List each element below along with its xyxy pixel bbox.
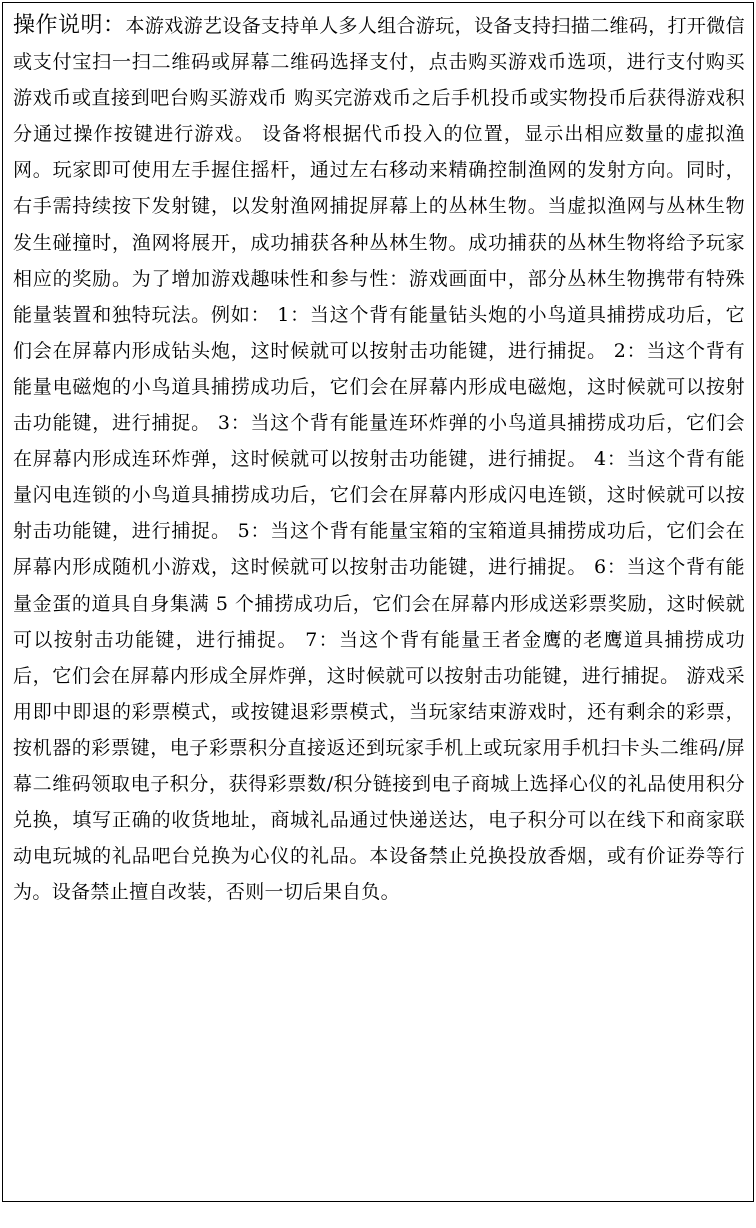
instructions-box	[2, 2, 754, 1202]
instructions-paragraph	[3, 3, 753, 910]
instructions-heading: 操作说明：	[13, 13, 126, 38]
instructions-body: 本游戏游艺设备支持单人多人组合游玩，设备支持扫描二维码，打开微信或支付宝扫一扫二维码或屏幕二维码选择支付，点击购买游戏币选项，进行支付购买游戏币或直接到吧台购买游戏币 购买完游戏币之后手机投币或实物投币后获得游戏积分通过操作按键进行游戏。 设备将根据代币投入的位置，显示出相应数量的虚拟渔网。玩家即可使用左手握住摇杆，通过左右移动来精确控制渔网的发射方向。同时，右手需持续按下发射键，以发射渔网捕捉屏幕上的丛林生物。当虚拟渔网与丛林生物发生碰撞时，渔网将展开，成功捕获各种丛林生物。成功捕获的丛林生物将给予玩家相应的奖励。为了增加游戏趣味性和参与性：游戏画面中，部分丛林生物携带有特殊能量装置和独特玩法。例如： 1：当这个背有能量钻头炮的小鸟道具捕捞成功后，它们会在屏幕内形成钻头炮，这时候就可以按射击功能键，进行捕捉。 2：当这个背有能量电磁炮的小鸟道具捕捞成功后，它们会在屏幕内形成电磁炮，这时候就可以按射击功能键，进行捕捉。 3：当这个背有能量连环炸弹的小鸟道具捕捞成功后，它们会在屏幕内形成连环炸弹，这时候就可以按射击功能键，进行捕捉。 4：当这个背有能量闪电连锁的小鸟道具捕捞成功后，它们会在屏幕内形成闪电连锁，这时候就可以按射击功能键，进行捕捉。 5：当这个背有能量宝箱的宝箱道具捕捞成功后，它们会在屏幕内形成随机小游戏，这时候就可以按射击功能键，进行捕捉。 6：当这个背有能量金蛋的道具自身集满 5 个捕捞成功后，它们会在屏幕内形成送彩票奖励，这时候就可以按射击功能键，进行捕捉。 7：当这个背有能量王者金鹰的老鹰道具捕捞成功后，它们会在屏幕内形成全屏炸弹，这时候就可以按射击功能键，进行捕捉。 游戏采用即中即退的彩票模式，或按键退彩票模式，当玩家结束游戏时，还有剩余的彩票，按机器的彩票键，电子彩票积分直接返还到玩家手机上或玩家用手机扫卡头二维码/屏幕二维码领取电子积分，获得彩票数/积分链接到电子商城上选择心仪的礼品使用积分兑换，填写正确的收货地址，商城礼品通过快递送达，电子积分可以在线下和商家联动电玩城的礼品吧台兑换为心仪的礼品。本设备禁止兑换投放香烟，或有价证券等行为。设备禁止擅自改装，否则一切后果自负。	[13, 15, 745, 904]
